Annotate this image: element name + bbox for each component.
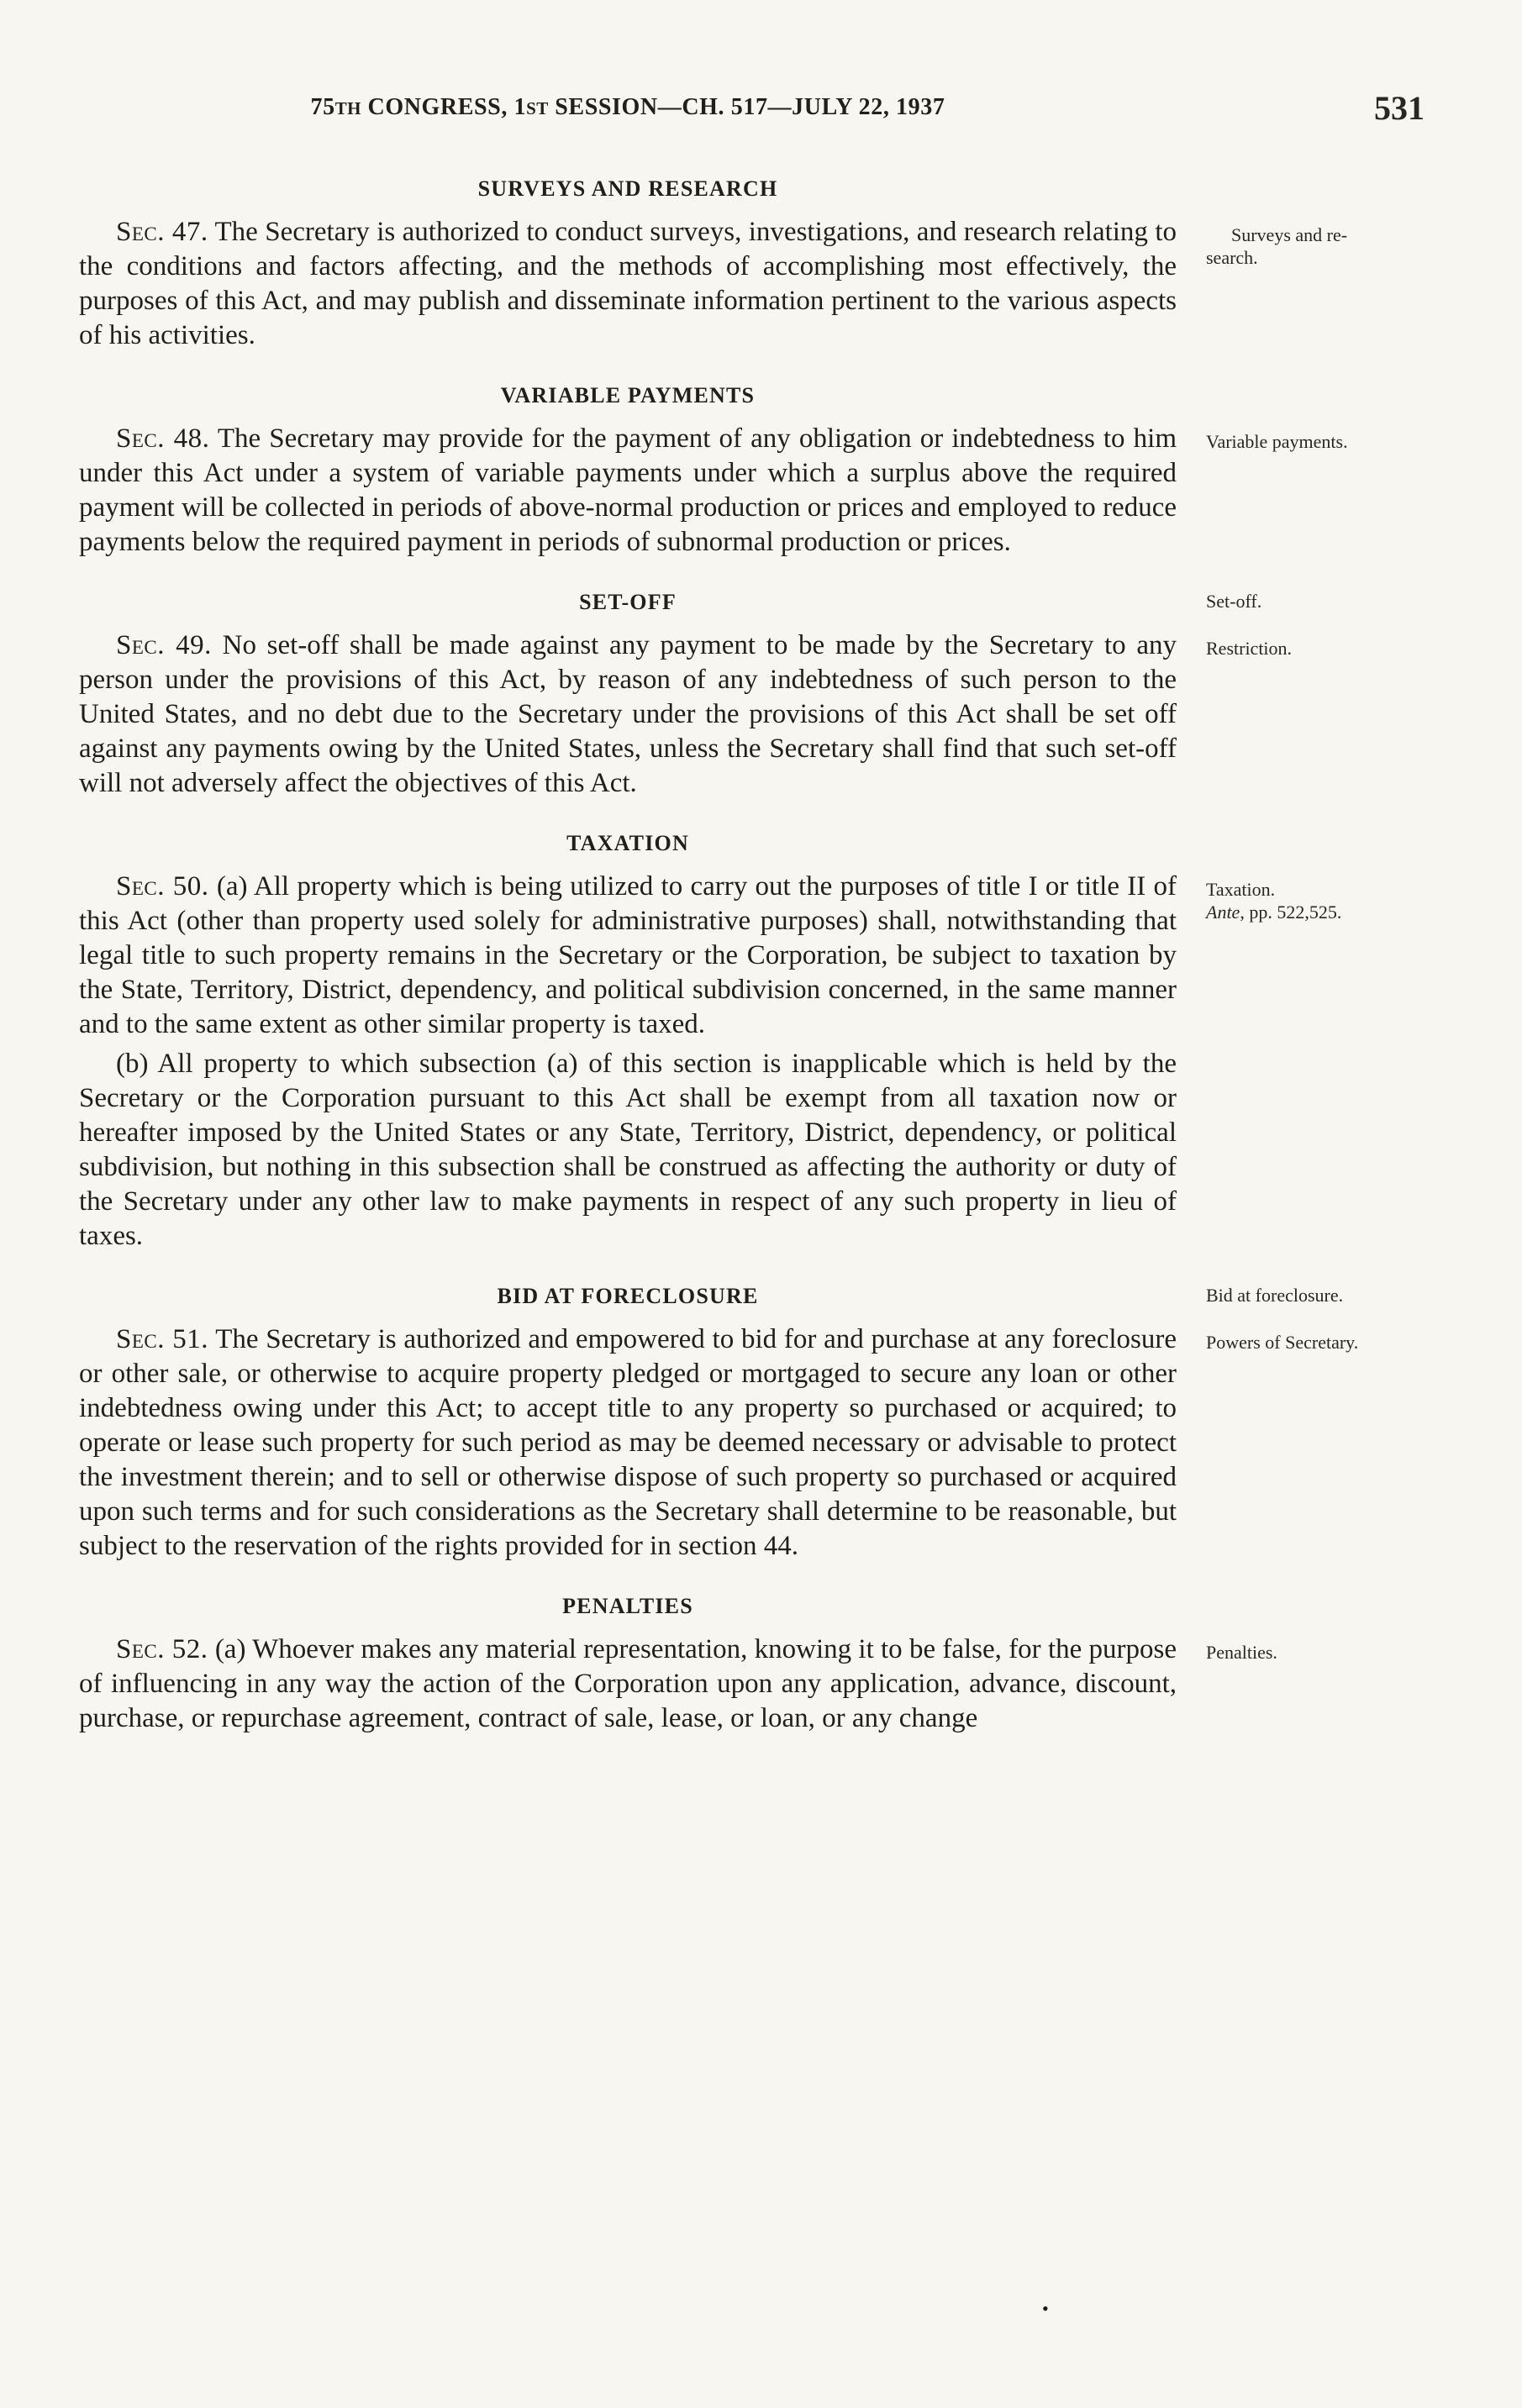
congress-ordinal-suffix: TH xyxy=(334,98,361,118)
paragraph-text: The Secretary is authorized and empowered to bid for and purchase at any foreclosure or other sale, or otherwise to acquire property pledged or mortgaged to secure any loan or other indebtedness owing under this Act; to accept title to any property so purchased or acquired; to operate or lease such property for such period as may be deemed necessary or advisable to protect the investment therein; and to sell or otherwise dispose of such property so purchased or acquired upon such terms and for such considerations as the Secretary shall determine to be reasonable, but subject to the reservation of the rights provided for in section 44. xyxy=(79,1324,1177,1561)
margin-notes xyxy=(1206,870,1467,923)
paragraph-text: The Secretary is authorized to conduct surveys, investigations, and research relating to the conditions and factors affecting, and the methods of accomplishing most effectively, the purposes of this Act, and may publish and disseminate information pertinent to the various aspects of his activities. xyxy=(79,217,1177,350)
section-row xyxy=(79,1259,1522,1322)
margin-notes xyxy=(1206,590,1467,613)
margin-note-bid-at-foreclosure: Bid at foreclosure. xyxy=(1206,1285,1344,1306)
running-head-text: CONGRESS, 1 xyxy=(361,94,527,120)
section-row xyxy=(79,806,1522,870)
section-heading-surveys-and-research: SURVEYS AND RESEARCH xyxy=(477,176,778,201)
section-heading-set-off: SET-OFF xyxy=(579,590,677,614)
margin-note-taxation: Taxation. xyxy=(1206,879,1276,900)
section-number-47: Sec. 47. xyxy=(116,217,208,247)
paragraph-text: The Secretary may provide for the payment of any obligation or indebtedness to him under this Act under a system of variable payments under which a surplus above the required payment will be collected in periods of above-normal production or prices and employed to reduce payments below the required payment in periods of subnormal production or prices. xyxy=(79,423,1177,557)
paragraph-sec-47 xyxy=(79,215,1177,353)
paragraph-text: (a) All property which is being utilized to carry out the purposes of title I or title II of this Act (other than property used solely for administrative purposes) shall, notwithstanding that legal title to such property remains in the Secretary or the Corporation, be subject to taxation by the State, Territory, District, dependency, and political subdivision concerned, in the same manner and to the same extent as other similar property is taxed. xyxy=(79,871,1177,1039)
scan-artifact-dot: • xyxy=(1042,2298,1049,2319)
section-row xyxy=(79,215,1522,358)
section-number-49: Sec. 49. xyxy=(116,630,212,660)
ante-pages: , pp. 522,525. xyxy=(1240,902,1342,923)
running-head-text: SESSION—CH. 517—JULY 22, 1937 xyxy=(548,94,945,120)
margin-note-restriction: Restriction. xyxy=(1206,638,1293,659)
section-number-51: Sec. 51. xyxy=(116,1324,209,1354)
margin-notes xyxy=(1206,1632,1467,1664)
section-heading-penalties: PENALTIES xyxy=(562,1594,693,1618)
margin-note-variable-payments: Variable payments. xyxy=(1206,431,1348,452)
section-number-50: Sec. 50. xyxy=(116,871,209,902)
section-number-48: Sec. 48. xyxy=(116,423,210,454)
section-row xyxy=(79,1569,1522,1632)
margin-notes xyxy=(1206,215,1467,269)
paragraph-sec-50a xyxy=(79,870,1177,1042)
margin-note-penalties: Penalties. xyxy=(1206,1642,1277,1663)
paragraph-sec-51 xyxy=(79,1322,1177,1564)
section-row xyxy=(79,1322,1522,1569)
running-head xyxy=(79,94,1177,121)
margin-note-set-off: Set-off. xyxy=(1206,591,1262,612)
paragraph-sec-49 xyxy=(79,628,1177,801)
section-row xyxy=(79,358,1522,422)
section-heading-variable-payments: VARIABLE PAYMENTS xyxy=(500,383,756,407)
paragraph-text: No set-off shall be made against any payment to be made by the Secretary to any person under the provisions of this Act, by reason of any indebtedness of such person to the United States, and no debt due to the Secretary under the provisions of this Act shall be set off against any payments owing by the United States, unless the Secretary shall find that such set-off will not adversely affect the objectives of this Act. xyxy=(79,630,1177,798)
section-heading-bid-at-foreclosure: BID AT FORECLOSURE xyxy=(497,1284,759,1308)
page-header xyxy=(79,89,1522,127)
section-row xyxy=(79,565,1522,628)
margin-notes xyxy=(1206,422,1467,453)
congress-number: 75 xyxy=(310,94,335,120)
paragraph-sec-50b xyxy=(79,1047,1177,1254)
section-heading-taxation: TAXATION xyxy=(566,831,689,855)
margin-note-surveys-cont: search. xyxy=(1206,247,1258,268)
section-row xyxy=(79,628,1522,806)
paragraph-text: (b) All property to which subsection (a) of this section is inapplicable which is held by the Secretary or the Corporation pursuant to this Act shall be exempt from all taxation now or hereafter imposed by the United States or any State, Territory, District, dependency, or political subdivision, but nothing in this subsection shall be construed as affecting the authority or duty of the Secretary under any other law to make payments in respect of any such property in lieu of taxes. xyxy=(79,1049,1177,1251)
margin-notes xyxy=(1206,1322,1467,1354)
margin-note-ante-reference xyxy=(1206,901,1467,923)
section-number-52: Sec. 52. xyxy=(116,1634,208,1664)
paragraph-text: (a) Whoever makes any material representation, knowing it to be false, for the purpose of influencing in any way the action of the Corporation upon any application, advance, discount, purchase, or repurchase agreement, contract of sale, lease, or loan, or any change xyxy=(79,1634,1177,1733)
ante-citation: Ante xyxy=(1206,902,1240,923)
paragraph-sec-48 xyxy=(79,422,1177,560)
paragraph-sec-52 xyxy=(79,1632,1177,1736)
section-row xyxy=(79,422,1522,565)
section-row xyxy=(79,1632,1522,1741)
section-row xyxy=(79,151,1522,215)
margin-notes xyxy=(1206,1284,1467,1307)
section-row xyxy=(79,870,1522,1047)
margin-note-powers-of-secretary: Powers of Secretary. xyxy=(1206,1332,1359,1353)
page-number: 531 xyxy=(1374,89,1425,127)
section-row xyxy=(79,1047,1522,1259)
session-ordinal-suffix: ST xyxy=(526,98,549,118)
margin-notes xyxy=(1206,628,1467,660)
margin-note-surveys: Surveys and re- xyxy=(1231,224,1348,245)
